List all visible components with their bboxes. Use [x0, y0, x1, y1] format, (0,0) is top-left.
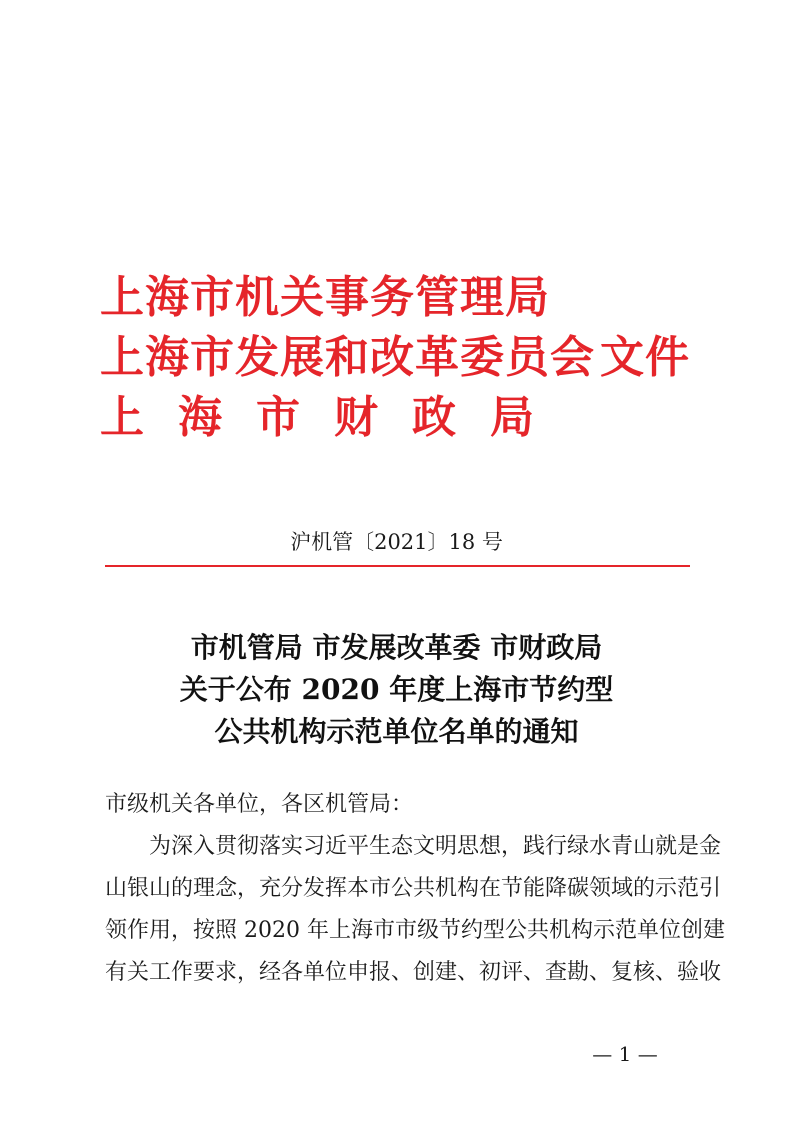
agency-line-3: 上海市财政局 [100, 392, 568, 443]
page-number: — 1 — [592, 1042, 658, 1066]
title-line-2: 关于公布 2020 年度上海市节约型 [179, 673, 614, 706]
title-line-1: 市机管局 市发展改革委 市财政局 [190, 631, 603, 664]
issuing-agencies-header [100, 268, 700, 448]
salutation: 市级机关各单位，各区机管局： [105, 792, 414, 817]
notice-body [105, 790, 725, 1000]
red-divider-line [105, 565, 690, 567]
paragraph-line: 为深入贯彻落实习近平生态文明思想，践行绿水青山就是金 [149, 834, 722, 859]
paragraph-line: 有关工作要求，经各单位申报、创建、初评、查勘、复核、验收 [105, 960, 722, 985]
agency-line-2: 上海市发展和改革委员会 [100, 332, 595, 383]
paragraph-line: 山银山的理念，充分发挥本市公共机构在节能降碳领域的示范引 [105, 876, 722, 901]
document-number: 沪机管〔2021〕18 号 [290, 530, 503, 554]
document-type-label: 文件 [600, 332, 690, 383]
notice-title [0, 627, 793, 753]
title-line-3: 公共机构示范单位名单的通知 [214, 715, 579, 748]
paragraph-line: 领作用，按照 2020 年上海市市级节约型公共机构示范单位创建 [105, 918, 725, 943]
agency-line-1: 上海市机关事务管理局 [100, 272, 550, 323]
